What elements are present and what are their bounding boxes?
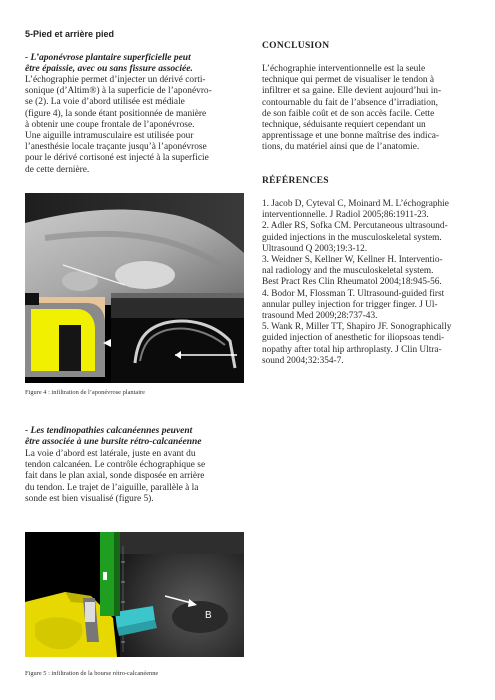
text-line: 5. Wank R, Miller TT, Shapiro JF. Sonographically [262, 322, 452, 333]
text-line: du tendon. Le trajet de l’aiguille, parallèle à la [25, 482, 199, 493]
text-line: l’anesthésie locale traçante jusqu’à l’aponévrose [25, 142, 207, 153]
text-line: tendon calcanéen. Le contrôle échographique se [25, 460, 206, 471]
references-heading: RÉFÉRENCES [262, 176, 329, 186]
text-line: Ultrasound Q 2003;19:3-12. [262, 243, 368, 254]
text-line: interventionnelle. J Radiol 2005;86:1911-23. [262, 210, 429, 221]
text-line: 4. Bodor M, Flossman T. Ultrasound-guided first [262, 288, 445, 299]
figure5-caption: Figure 5 : infiltration de la bourse rétro-calcanéenne [25, 670, 159, 677]
section-heading: 5-Pied et arrière pied [25, 29, 115, 39]
reference-item [262, 322, 474, 367]
text-line: Une aiguille intramusculaire est utilisée pour [25, 131, 194, 142]
text-line: 2. Adler RS, Sofka CM. Percutaneous ultrasound- [262, 221, 448, 232]
text-line: sonique (d’Altim®) à la superficie de l’aponévro- [25, 86, 212, 97]
foot-schematic [25, 293, 105, 377]
text-line: - L’aponévrose plantaire superficielle peut [25, 53, 191, 63]
text-line: être épaissie, avec ou sans fissure associée. [25, 64, 193, 74]
text-line: nopathy after total hip arthroplasty. J Clin Ultra- [262, 344, 442, 355]
bursa-label: B [205, 610, 212, 621]
text-line: fait dans le plan axial, sonde disposée en arrière [25, 471, 205, 482]
text-line: tions, du matériel ainsi que de l’anatomie. [262, 142, 420, 153]
subsection1-body [25, 75, 250, 176]
ultrasound-image [103, 293, 244, 383]
text-line: 3. Weidner S, Kellner W, Kellner H. Interventio- [262, 255, 443, 266]
text-line: contournable du fait de l’absence d’irradiation, [262, 97, 438, 108]
text-line: technique qui permet de visualiser le tendon à [262, 75, 435, 86]
subsection2-body [25, 449, 250, 505]
ultrasound-probe [100, 532, 120, 616]
text-line: pour le dérivé cortisoné est injecté à la superficie [25, 153, 209, 164]
text-line: - Les tendinopathies calcanéennes peuvent [25, 426, 193, 436]
conclusion-heading: CONCLUSION [262, 41, 330, 51]
figure4-image [25, 193, 244, 383]
subsection1-heading [25, 53, 250, 75]
text-line: nal radiology and the musculoskeletal system. [262, 266, 434, 277]
reference-item [262, 199, 474, 221]
reference-item [262, 255, 474, 289]
subsection2-heading [25, 426, 250, 448]
text-line: guided injection of anesthetic for iliopsoas tendi- [262, 333, 445, 344]
figure5-image [25, 532, 244, 657]
text-line: être associée à une bursite rétro-calcanéenne [25, 437, 202, 447]
text-line: technique, séduisante requiert cependant un [262, 120, 426, 131]
text-line: trasound Med 2009;28:737-43. [262, 311, 378, 322]
text-line: Best Pract Res Clin Rheumatol 2004;18:945-56. [262, 277, 442, 288]
text-line: (figure 4), la sonde étant positionnée de manière [25, 108, 207, 119]
reference-item [262, 289, 474, 323]
text-line: annular pulley injection for trigger finger. J Ul- [262, 299, 438, 310]
text-line: L’échographie permet d’injecter un dérivé corti- [25, 75, 206, 85]
text-line: de son faible coût et de son accès facile. Cette [262, 108, 435, 119]
text-line: de cette dernière. [25, 164, 90, 175]
text-line: à obtenir une coupe frontale de l’aponévrose. [25, 119, 195, 130]
figure4-caption: Figure 4 : infiltration de l’aponévrose plantaire [25, 389, 145, 396]
reference-item [262, 221, 474, 255]
text-line: guided injections in the musculoskeletal system. [262, 232, 442, 243]
text-line: sonde est bien visualisé (figure 5). [25, 493, 154, 504]
text-line: L’échographie interventionnelle est la seule [262, 64, 426, 74]
references-list [262, 199, 474, 367]
text-line: apprentissage et une bonne maîtrise des indica- [262, 131, 440, 142]
text-line: 1. Jacob D, Cyteval C, Moinard M. L’échographie [262, 199, 449, 209]
text-line: La voie d’abord est latérale, juste en avant du [25, 449, 196, 459]
text-line: infiltrer et sa gaine. Elle devient aujourd’hui in- [262, 86, 442, 97]
foot-photo [25, 193, 244, 305]
conclusion-text [262, 64, 471, 154]
text-line: se (2). La voie d’abord utilisée est médiale [25, 97, 185, 108]
text-line: sound 2004;32:354-7. [262, 355, 344, 366]
